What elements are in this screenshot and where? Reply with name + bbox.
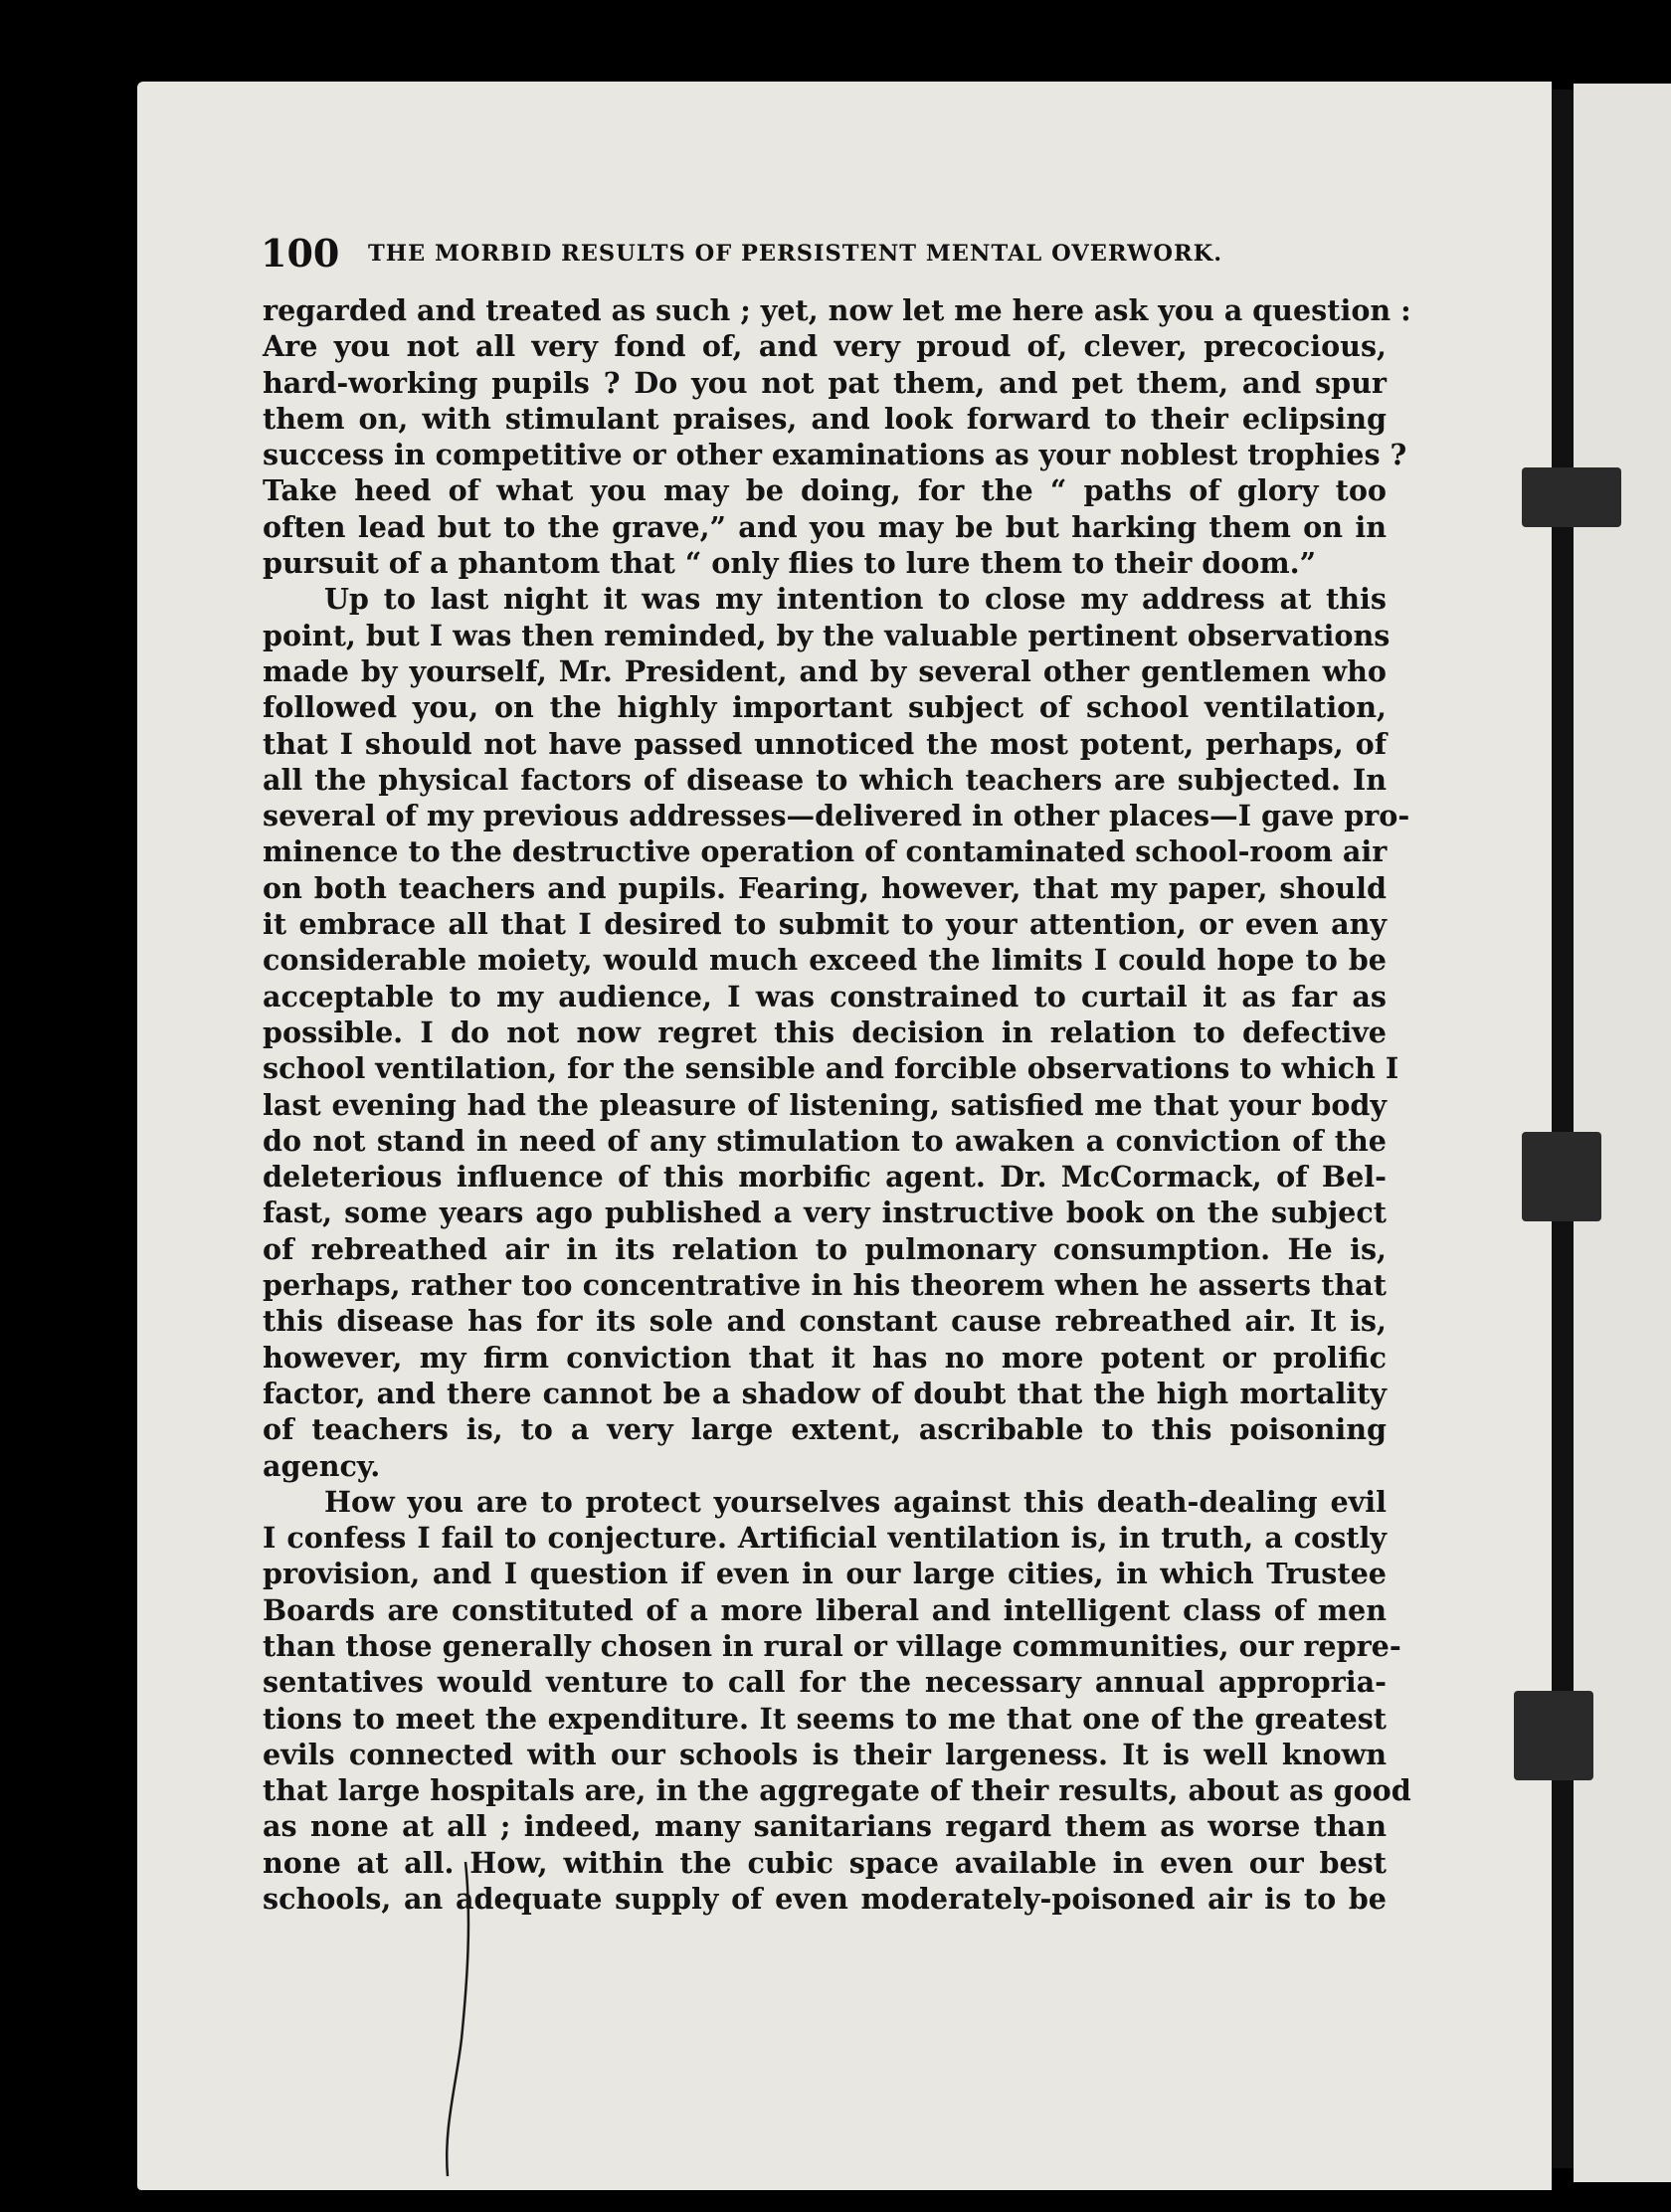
text-line: followed you, on the highly important subject of school ventilation, [263,690,1387,725]
text-line: this disease has for its sole and constant cause rebreathed air. It is, [263,1304,1387,1339]
text-line: sentatives would venture to call for the necessary annual appropria- [263,1665,1387,1700]
text-line: than those generally chosen in rural or village communities, our repre- [263,1628,1401,1663]
text-line: on both teachers and pupils. Fearing, however, that my paper, should [263,870,1387,905]
text-line: made by yourself, Mr. President, and by several other gentlemen who [263,653,1387,688]
text-line: acceptable to my audience, I was constrained to curtail it as far as [263,979,1387,1014]
text-line: it embrace all that I desired to submit to your attention, or even any [263,907,1387,942]
text-line: often lead but to the grave,” and you may be but harking them on in [263,509,1387,544]
text-line: several of my previous addresses—delivered in other places—I gave pro- [263,799,1410,833]
text-line: school ventilation, for the sensible and forcible observations to which I [263,1051,1399,1086]
text-line: Take heed of what you may be doing, for the “ paths of glory too [263,473,1387,508]
binding-mark [1514,1691,1593,1780]
text-line: considerable moiety, would much exceed the limits I could hope to be [263,943,1387,978]
text-line: hard-working pupils ? Do you not pat them, and pet them, and spur [263,365,1387,400]
text-line: none at all. How, within the cubic space available in even our best [263,1845,1387,1880]
text-line: do not stand in need of any stimulation to awaken a conviction of the [263,1123,1387,1158]
binding-mark [1522,1132,1601,1221]
text-line: schools, an adequate supply of even moderately-poisoned air is to be [263,1882,1387,1917]
text-line: all the physical factors of disease to which teachers are subjected. In [263,762,1387,797]
text-line: of rebreathed air in its relation to pulmonary consumption. He is, [263,1231,1387,1266]
text-line: point, but I was then reminded, by the valuable pertinent observations [263,618,1391,652]
binding-mark [1522,467,1621,527]
text-line: Boards are constituted of a more liberal and intelligent class of men [263,1592,1387,1627]
text-line: them on, with stimulant praises, and look forward to their eclipsing [263,401,1387,436]
text-line: of teachers is, to a very large extent, ascribable to this poisoning [263,1412,1387,1447]
text-line: that I should not have passed unnoticed the most potent, perhaps, of [263,726,1387,761]
page-number: 100 [261,231,340,276]
text-line: pursuit of a phantom that “ only flies to lure them to their doom.” [263,546,1317,581]
text-line: agency. [263,1448,381,1483]
text-line: however, my firm conviction that it has no more potent or prolific [263,1340,1387,1375]
text-line: Are you not all very fond of, and very proud of, clever, precocious, [263,329,1387,364]
text-line: possible. I do not now regret this decision in relation to defective [263,1014,1387,1049]
text-line: evils connected with our schools is their largeness. It is well known [263,1737,1387,1771]
text-line: How you are to protect yourselves against this death-dealing evil [324,1484,1387,1519]
text-line: success in competitive or other examinations as your noblest trophies ? [263,438,1407,472]
text-line: as none at all ; indeed, many sanitarians regard them as worse than [263,1809,1387,1844]
text-line: perhaps, rather too concentrative in his theorem when he asserts that [263,1268,1387,1303]
text-line: Up to last night it was my intention to close my address at this [324,582,1387,617]
text-line: deleterious influence of this morbific agent. Dr. McCormack, of Bel- [263,1160,1387,1195]
running-title: THE MORBID RESULTS OF PERSISTENT MENTAL OVERWORK. [368,241,1223,267]
text-line: last evening had the pleasure of listening, satisfied me that your body [263,1087,1387,1122]
text-line: provision, and I question if even in our large cities, in which Trustee [263,1557,1387,1591]
text-line: factor, and there cannot be a shadow of doubt that the high mortality [263,1376,1387,1410]
text-line: that large hospitals are, in the aggregate of their results, about as good [263,1773,1411,1808]
body-text [263,292,1411,1917]
text-line: tions to meet the expenditure. It seems to me that one of the greatest [263,1701,1387,1736]
text-line: I confess I fail to conjecture. Artificial ventilation is, in truth, a costly [263,1521,1387,1556]
text-line: minence to the destructive operation of contaminated school-room air [263,834,1388,869]
book-gutter [1552,90,1574,2168]
text-line: regarded and treated as such ; yet, now let me here ask you a question : [263,293,1411,327]
running-header [261,231,1385,280]
text-line: fast, some years ago published a very instructive book on the subject [263,1196,1387,1230]
